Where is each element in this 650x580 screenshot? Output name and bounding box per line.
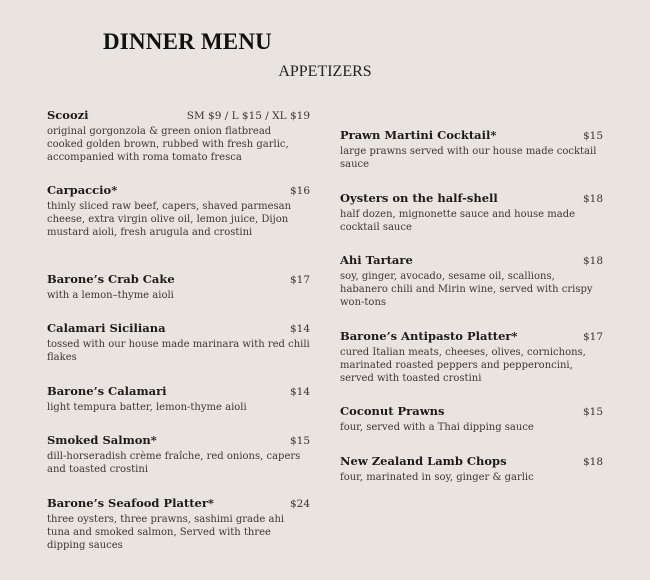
item-description: tossed with our house made marinara with red chili flakes <box>47 339 310 363</box>
item-description: thinly sliced raw beef, capers, shaved parmesan cheese, extra virgin olive oil, lemon juice, Dijon mustard aioli, fresh arugula and crostini <box>47 201 292 238</box>
menu-item <box>47 272 310 303</box>
menu-item <box>47 433 310 477</box>
section-heading <box>0 63 650 81</box>
menu-item <box>47 321 310 365</box>
menu-item <box>340 253 603 309</box>
menu-item <box>47 384 310 415</box>
item-price: $17 <box>289 274 310 286</box>
menu-item <box>340 191 603 235</box>
menu-item <box>340 128 603 172</box>
item-description: half dozen, mignonette sauce and house made cocktail sauce <box>340 209 576 233</box>
item-name: Prawn Martini Cocktail* <box>340 128 497 142</box>
item-name: Barone’s Seafood Platter* <box>47 496 214 510</box>
menu-item <box>340 404 603 435</box>
item-description: soy, ginger, avocado, sesame oil, scallions, habanero chili and Mirin wine, served with crispy won-tons <box>340 271 593 308</box>
menu-title: DINNER MENU <box>103 29 272 54</box>
item-name: Smoked Salmon* <box>47 433 157 447</box>
item-name: New Zealand Lamb Chops <box>340 454 507 468</box>
item-price: $16 <box>289 185 310 197</box>
item-price: $15 <box>289 435 310 447</box>
item-description: four, served with a Thai dipping sauce <box>340 422 534 433</box>
item-description: light tempura batter, lemon-thyme aioli <box>47 402 247 413</box>
menu-item <box>47 496 310 552</box>
item-name: Barone’s Crab Cake <box>47 272 175 286</box>
item-price: $14 <box>289 323 310 335</box>
item-name: Barone’s Antipasto Platter* <box>340 329 518 343</box>
item-description: dill-horseradish crème fraîche, red onions, capers and toasted crostini <box>47 451 301 475</box>
item-name: Ahi Tartare <box>340 253 413 267</box>
menu-item <box>47 183 310 239</box>
item-description: large prawns served with our house made cocktail sauce <box>340 146 597 170</box>
item-description: three oysters, three prawns, sashimi grade ahi tuna and smoked salmon, Served with three dipping sauces <box>47 514 285 551</box>
item-name: Oysters on the half-shell <box>340 191 498 205</box>
item-price: $14 <box>289 386 310 398</box>
item-description: original gorgonzola & green onion flatbread cooked golden brown, rubbed with fresh garlic, accompanied with roma tomato fresca <box>47 126 289 163</box>
item-price: $18 <box>582 255 603 267</box>
item-price: $24 <box>289 498 310 510</box>
item-price: $18 <box>582 456 603 468</box>
menu-item <box>340 329 603 385</box>
item-name: Calamari Siciliana <box>47 321 166 335</box>
menu-item <box>47 108 310 164</box>
item-description: cured Italian meats, cheeses, olives, cornichons, marinated roasted peppers and pepperoncini, served with toasted crostini <box>340 347 586 384</box>
item-name: Carpaccio* <box>47 183 118 197</box>
item-description: four, marinated in soy, ginger & garlic <box>340 472 534 483</box>
item-name: Barone’s Calamari <box>47 384 167 398</box>
item-description: with a lemon–thyme aioli <box>47 290 174 301</box>
item-price: $18 <box>582 193 603 205</box>
menu-item <box>340 454 603 485</box>
section-heading-text: APPETIZERS <box>278 63 372 80</box>
item-price: SM $9 / L $15 / XL $19 <box>186 110 310 122</box>
item-name: Coconut Prawns <box>340 404 445 418</box>
item-price: $15 <box>582 406 603 418</box>
item-price: $15 <box>582 130 603 142</box>
item-name: Scoozi <box>47 108 89 122</box>
item-price: $17 <box>582 331 603 343</box>
